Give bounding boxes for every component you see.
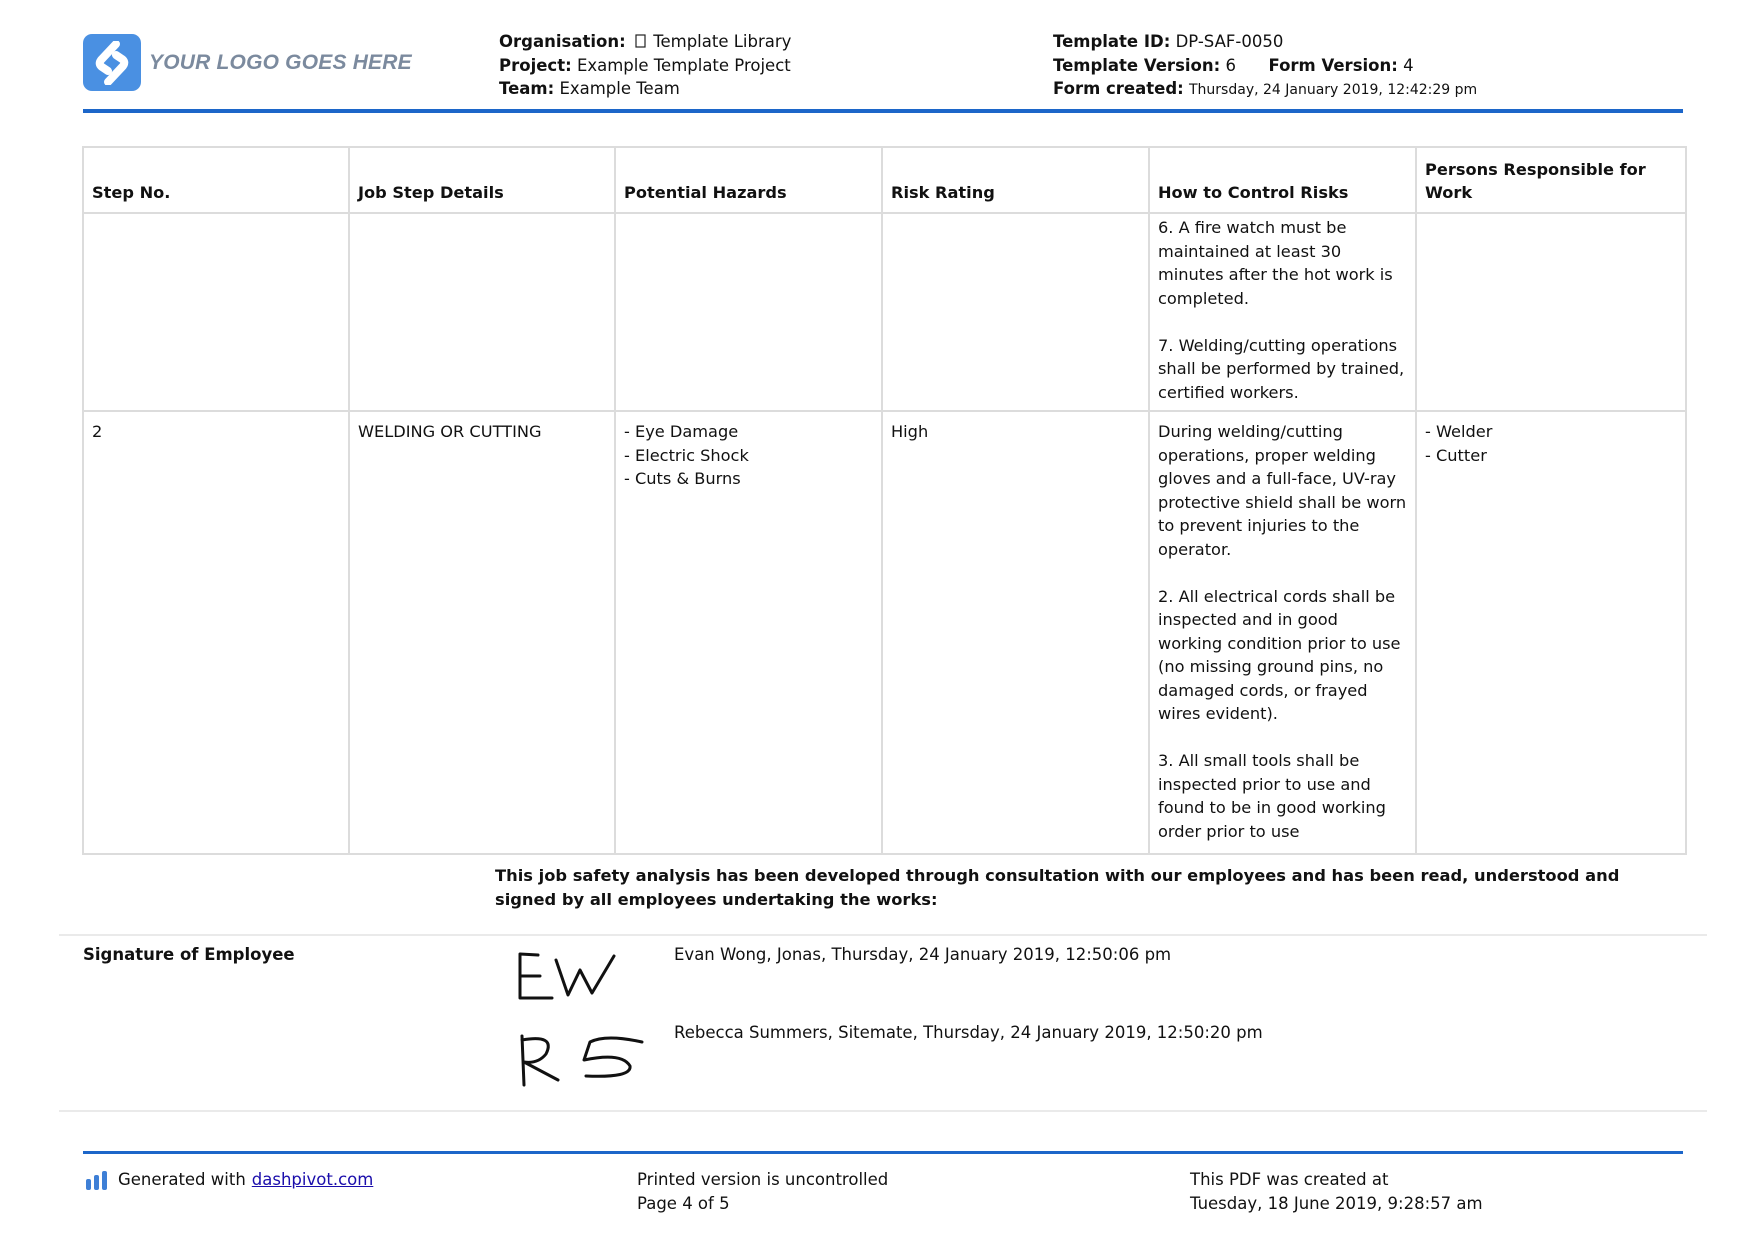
column-header-risk: Risk Rating — [882, 147, 1149, 213]
team-label: Team: — [499, 79, 555, 98]
organisation-value: Template Library — [653, 32, 792, 51]
form-created-label: Form created: — [1053, 79, 1184, 98]
cell-persons — [1416, 213, 1686, 411]
cell-controls: 6. A fire watch must be maintained at least 30 minutes after the hot work is completed. 7. Welding/cutting operations shall be performed by trained, certified workers. — [1149, 213, 1416, 411]
column-header-hazards: Potential Hazards — [615, 147, 882, 213]
signature-entry-text: Rebecca Summers, Sitemate, Thursday, 24 January 2019, 12:50:20 pm — [674, 1023, 1263, 1042]
table-row — [83, 213, 1686, 411]
generated-with-text: Generated with — [118, 1170, 246, 1189]
printed-note: Printed version is uncontrolled — [637, 1170, 889, 1189]
template-version-label: Template Version: — [1053, 55, 1221, 75]
template-id-value: DP-SAF-0050 — [1175, 32, 1284, 51]
cell-hazards — [615, 213, 882, 411]
organisation-label: Organisation: — [499, 32, 626, 51]
logo-mark-icon — [83, 34, 141, 91]
column-header-persons: Persons Responsible for Work — [1416, 147, 1686, 213]
page-number: Page 4 of 5 — [637, 1194, 730, 1213]
header-template-info — [1053, 30, 1477, 103]
form-version-value: 4 — [1403, 55, 1414, 75]
form-created-value: Thursday, 24 January 2019, 12:42:29 pm — [1189, 82, 1478, 98]
pdf-created-value: Tuesday, 18 June 2019, 9:28:57 am — [1190, 1194, 1483, 1213]
signature-ew-image — [516, 950, 620, 1004]
company-logo — [83, 34, 412, 91]
template-version-value: 6 — [1225, 55, 1236, 75]
dashpivot-link[interactable]: dashpivot.com — [251, 1170, 374, 1189]
project-label: Project: — [499, 55, 572, 75]
cell-details — [349, 213, 615, 411]
column-header-details: Job Step Details — [349, 147, 615, 213]
template-id-label: Template ID: — [1053, 32, 1171, 51]
cell-persons: - Welder - Cutter — [1416, 411, 1686, 854]
dashpivot-logo-icon — [86, 1170, 110, 1190]
team-value: Example Team — [559, 79, 680, 98]
footer-divider — [83, 1151, 1683, 1154]
building-icon — [635, 34, 646, 48]
project-value: Example Template Project — [576, 55, 791, 75]
signature-entry-text: Evan Wong, Jonas, Thursday, 24 January 2019, 12:50:06 pm — [674, 945, 1172, 964]
job-safety-analysis-table — [82, 146, 1687, 855]
column-header-controls: How to Control Risks — [1149, 147, 1416, 213]
pdf-created-label: This PDF was created at — [1190, 1170, 1389, 1189]
cell-controls: During welding/cutting operations, proper welding gloves and a full-face, UV-ray protective shield shall be worn to prevent injuries to the operator. 2. All electrical cords shall be inspected and in good working condition prior to use (no missing ground pins, no damaged cords, or frayed wires evident). 3. All small tools shall be inspected prior to use and found to be in good working order prior to use — [1149, 411, 1416, 854]
cell-step: 2 — [83, 411, 349, 854]
footer-pdf-info — [1190, 1168, 1483, 1216]
cell-risk: High — [882, 411, 1149, 854]
cell-step — [83, 213, 349, 411]
signature-rs-image — [516, 1030, 648, 1090]
table-row — [83, 411, 1686, 854]
signature-section-top-divider — [59, 934, 1707, 936]
form-version-label: Form Version: — [1268, 55, 1398, 75]
header-project-info — [499, 30, 791, 101]
header-divider — [83, 109, 1683, 113]
table-header-row — [83, 147, 1686, 213]
cell-risk — [882, 213, 1149, 411]
column-header-step: Step No. — [83, 147, 349, 213]
footer-print-info — [637, 1168, 888, 1216]
cell-details: WELDING OR CUTTING — [349, 411, 615, 854]
footer-generated — [86, 1168, 373, 1192]
logo-text: YOUR LOGO GOES HERE — [149, 50, 412, 74]
consultation-statement: This job safety analysis has been developed through consultation with our employees and has been read, understood and signed by all employees undertaking the works: — [495, 866, 1620, 909]
signature-label: Signature of Employee — [83, 945, 295, 964]
cell-hazards: - Eye Damage - Electric Shock - Cuts & Burns — [615, 411, 882, 854]
signature-section-bottom-divider — [59, 1110, 1707, 1112]
